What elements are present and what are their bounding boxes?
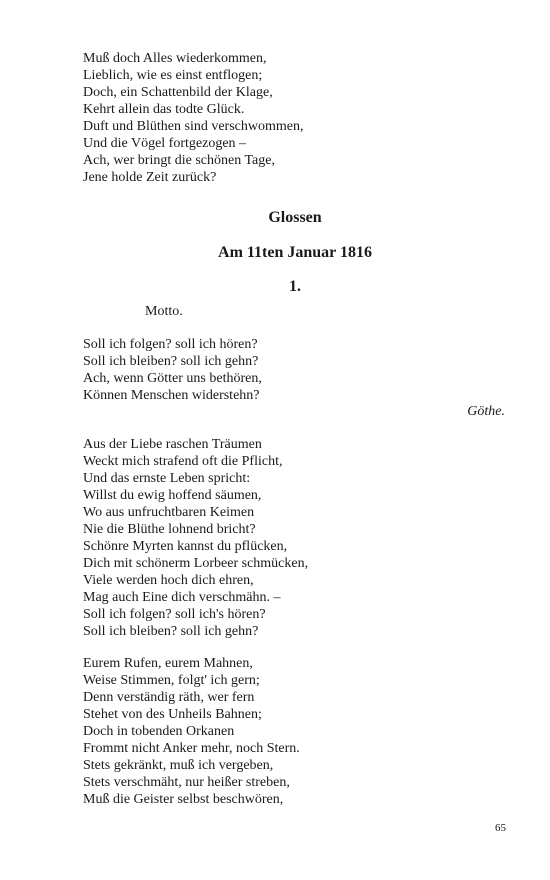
page-number: 65 bbox=[495, 822, 506, 834]
motto-line: Soll ich folgen? soll ich hören? bbox=[83, 337, 258, 352]
verse-line: Duft und Blüthen sind verschwommen, bbox=[83, 119, 304, 134]
verse-line: Dich mit schönerm Lorbeer schmücken, bbox=[83, 556, 309, 571]
verse-line: Soll ich bleiben? soll ich gehn? bbox=[83, 624, 259, 639]
verse-line: Viele werden hoch dich ehren, bbox=[83, 573, 254, 588]
section-title: Glossen bbox=[268, 209, 322, 226]
motto-line: Ach, wenn Götter uns bethören, bbox=[83, 371, 262, 386]
verse-line: Wo aus unfruchtbaren Keimen bbox=[83, 505, 255, 520]
motto-line: Soll ich bleiben? soll ich gehn? bbox=[83, 354, 259, 369]
verse-line: Doch, ein Schattenbild der Klage, bbox=[83, 85, 273, 100]
stanza-2 bbox=[83, 436, 308, 640]
verse-line: Weckt mich strafend oft die Pflicht, bbox=[83, 454, 283, 469]
verse-line: Muß die Geister selbst beschwören, bbox=[83, 792, 284, 807]
verse-line: Muß doch Alles wiederkommen, bbox=[83, 51, 267, 66]
motto-label: Motto. bbox=[145, 304, 183, 319]
verse-line: Denn verständig räth, wer fern bbox=[83, 690, 255, 705]
verse-line: Nie die Blüthe lohnend bricht? bbox=[83, 522, 256, 537]
motto-attribution: Göthe. bbox=[467, 404, 505, 419]
stanza-3 bbox=[83, 655, 300, 808]
verse-line: Soll ich folgen? soll ich's hören? bbox=[83, 607, 266, 622]
verse-line: Und das ernste Leben spricht: bbox=[83, 471, 251, 486]
verse-line: Mag auch Eine dich verschmähn. – bbox=[83, 590, 281, 605]
verse-line: Und die Vögel fortgezogen – bbox=[83, 136, 247, 151]
verse-line: Willst du ewig hoffend säumen, bbox=[83, 488, 262, 503]
motto-stanza bbox=[83, 336, 262, 404]
stanza-1 bbox=[83, 50, 303, 186]
poem-subtitle: Am 11ten Januar 1816 bbox=[218, 244, 372, 261]
verse-line: Frommt nicht Anker mehr, noch Stern. bbox=[83, 741, 300, 756]
verse-line: Kehrt allein das todte Glück. bbox=[83, 102, 245, 117]
verse-line: Schönre Myrten kannst du pflücken, bbox=[83, 539, 288, 554]
verse-line: Stets gekränkt, muß ich vergeben, bbox=[83, 758, 274, 773]
verse-line: Jene holde Zeit zurück? bbox=[83, 170, 217, 185]
verse-line: Ach, wer bringt die schönen Tage, bbox=[83, 153, 275, 168]
verse-line: Weise Stimmen, folgt' ich gern; bbox=[83, 673, 260, 688]
poem-number: 1. bbox=[289, 278, 301, 295]
verse-line: Doch in tobenden Orkanen bbox=[83, 724, 235, 739]
verse-line: Stets verschmäht, nur heißer streben, bbox=[83, 775, 290, 790]
motto-line: Können Menschen widerstehn? bbox=[83, 388, 260, 403]
verse-line: Stehet von des Unheils Bahnen; bbox=[83, 707, 262, 722]
verse-line: Lieblich, wie es einst entflogen; bbox=[83, 68, 263, 83]
verse-line: Aus der Liebe raschen Träumen bbox=[83, 437, 262, 452]
verse-line: Eurem Rufen, eurem Mahnen, bbox=[83, 656, 253, 671]
